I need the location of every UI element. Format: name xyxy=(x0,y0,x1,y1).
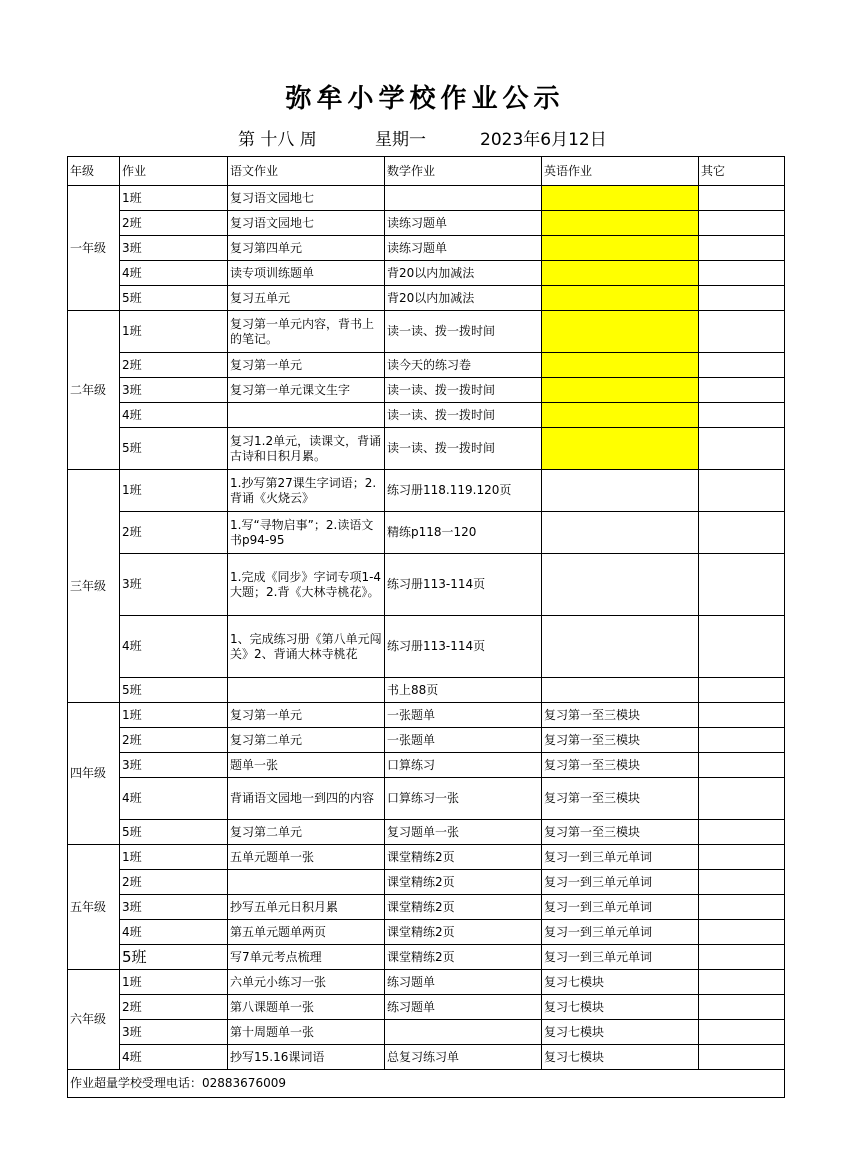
math-homework: 读一读、拨一拨时间 xyxy=(385,378,542,403)
math-homework: 读一读、拨一拨时间 xyxy=(385,311,542,353)
other-homework xyxy=(699,261,785,286)
other-homework xyxy=(699,378,785,403)
page-title: 弥牟小学校作业公示 xyxy=(285,84,565,114)
chinese-homework: 读专项训练题单 xyxy=(228,261,385,286)
class-name: 2班 xyxy=(120,728,228,753)
chinese-homework xyxy=(228,870,385,895)
table-row xyxy=(68,1020,785,1045)
class-name: 5班 xyxy=(120,428,228,470)
table-row xyxy=(68,703,785,728)
chinese-homework: 复习第二单元 xyxy=(228,820,385,845)
table-row xyxy=(68,211,785,236)
class-name: 4班 xyxy=(120,261,228,286)
grade-name: 三年级 xyxy=(68,470,120,703)
homework-table xyxy=(67,156,785,1098)
other-homework xyxy=(699,353,785,378)
english-homework xyxy=(542,678,699,703)
math-homework: 课堂精练2页 xyxy=(385,870,542,895)
math-homework: 练习册113-114页 xyxy=(385,554,542,616)
other-homework xyxy=(699,512,785,554)
chinese-homework: 复习第一单元内容，背书上的笔记。 xyxy=(228,311,385,353)
chinese-homework: 五单元题单一张 xyxy=(228,845,385,870)
table-row xyxy=(68,616,785,678)
class-name: 5班 xyxy=(120,286,228,311)
english-homework: 复习第一至三模块 xyxy=(542,703,699,728)
class-name: 4班 xyxy=(120,1045,228,1070)
other-homework xyxy=(699,870,785,895)
math-homework: 书上88页 xyxy=(385,678,542,703)
chinese-homework xyxy=(228,403,385,428)
english-homework xyxy=(542,470,699,512)
chinese-homework: 复习第二单元 xyxy=(228,728,385,753)
math-homework: 读练习题单 xyxy=(385,211,542,236)
table-row xyxy=(68,895,785,920)
table-row xyxy=(68,820,785,845)
english-homework xyxy=(542,378,699,403)
class-name: 2班 xyxy=(120,512,228,554)
class-name: 1班 xyxy=(120,845,228,870)
table-row xyxy=(68,428,785,470)
math-homework: 读一读、拨一拨时间 xyxy=(385,428,542,470)
english-homework xyxy=(542,616,699,678)
table-row xyxy=(68,753,785,778)
math-homework: 总复习练习单 xyxy=(385,1045,542,1070)
english-homework: 复习一到三单元单词 xyxy=(542,920,699,945)
class-name: 3班 xyxy=(120,236,228,261)
other-homework xyxy=(699,554,785,616)
table-row xyxy=(68,311,785,353)
math-homework: 课堂精练2页 xyxy=(385,895,542,920)
chinese-homework: 复习1.2单元，读课文，背诵古诗和日积月累。 xyxy=(228,428,385,470)
chinese-homework xyxy=(228,678,385,703)
other-homework xyxy=(699,678,785,703)
class-name: 2班 xyxy=(120,995,228,1020)
class-name: 3班 xyxy=(120,895,228,920)
class-name: 1班 xyxy=(120,470,228,512)
chinese-homework: 复习第四单元 xyxy=(228,236,385,261)
english-homework: 复习七模块 xyxy=(542,1020,699,1045)
math-homework: 背20以内加减法 xyxy=(385,286,542,311)
math-homework: 课堂精练2页 xyxy=(385,845,542,870)
chinese-homework: 抄写15.16课词语 xyxy=(228,1045,385,1070)
other-homework xyxy=(699,895,785,920)
date-label: 2023年6月12日 xyxy=(480,130,607,150)
math-homework: 练习题单 xyxy=(385,995,542,1020)
math-homework xyxy=(385,186,542,211)
math-homework: 读今天的练习卷 xyxy=(385,353,542,378)
class-name: 1班 xyxy=(120,970,228,995)
class-name: 3班 xyxy=(120,753,228,778)
chinese-homework: 复习语文园地七 xyxy=(228,211,385,236)
english-homework xyxy=(542,403,699,428)
english-homework xyxy=(542,211,699,236)
class-name: 4班 xyxy=(120,403,228,428)
table-row xyxy=(68,995,785,1020)
grade-name: 五年级 xyxy=(68,845,120,970)
other-homework xyxy=(699,945,785,970)
english-homework xyxy=(542,428,699,470)
math-homework: 精练p118一120 xyxy=(385,512,542,554)
chinese-homework: 1、完成练习册《第八单元闯关》2、背诵大林寺桃花 xyxy=(228,616,385,678)
math-homework: 读练习题单 xyxy=(385,236,542,261)
class-name: 2班 xyxy=(120,211,228,236)
table-row xyxy=(68,470,785,512)
grade-name: 二年级 xyxy=(68,311,120,470)
table-row xyxy=(68,353,785,378)
english-homework: 复习一到三单元单词 xyxy=(542,945,699,970)
grade-name: 六年级 xyxy=(68,970,120,1070)
chinese-homework: 复习第一单元课文生字 xyxy=(228,378,385,403)
english-homework: 复习一到三单元单词 xyxy=(542,845,699,870)
chinese-homework: 1.完成《同步》字词专项1-4大题；2.背《大林寺桃花》。 xyxy=(228,554,385,616)
other-homework xyxy=(699,403,785,428)
english-homework xyxy=(542,512,699,554)
chinese-homework: 背诵语文园地一到四的内容 xyxy=(228,778,385,820)
grade-name: 一年级 xyxy=(68,186,120,311)
table-row xyxy=(68,970,785,995)
table-row xyxy=(68,1045,785,1070)
class-name: 4班 xyxy=(120,778,228,820)
math-homework: 口算练习 xyxy=(385,753,542,778)
english-homework: 复习第一至三模块 xyxy=(542,728,699,753)
table-row xyxy=(68,845,785,870)
other-homework xyxy=(699,211,785,236)
header-chinese: 语文作业 xyxy=(228,157,385,186)
english-homework xyxy=(542,261,699,286)
math-homework: 背20以内加减法 xyxy=(385,261,542,286)
math-homework: 一张题单 xyxy=(385,703,542,728)
other-homework xyxy=(699,1020,785,1045)
math-homework: 练习册118.119.120页 xyxy=(385,470,542,512)
english-homework: 复习一到三单元单词 xyxy=(542,870,699,895)
grade-name: 四年级 xyxy=(68,703,120,845)
class-name: 4班 xyxy=(120,616,228,678)
english-homework: 复习七模块 xyxy=(542,970,699,995)
english-homework xyxy=(542,286,699,311)
chinese-homework: 六单元小练习一张 xyxy=(228,970,385,995)
week-label: 第 十八 周 xyxy=(238,130,317,150)
header-english: 英语作业 xyxy=(542,157,699,186)
table-row xyxy=(68,403,785,428)
class-name: 5班 xyxy=(120,945,228,970)
other-homework xyxy=(699,236,785,261)
math-homework: 练习题单 xyxy=(385,970,542,995)
table-row xyxy=(68,186,785,211)
class-name: 4班 xyxy=(120,920,228,945)
class-name: 5班 xyxy=(120,678,228,703)
english-homework xyxy=(542,311,699,353)
header-other: 其它 xyxy=(699,157,785,186)
table-row xyxy=(68,778,785,820)
english-homework: 复习第一至三模块 xyxy=(542,753,699,778)
english-homework xyxy=(542,554,699,616)
math-homework: 口算练习一张 xyxy=(385,778,542,820)
chinese-homework: 第八课题单一张 xyxy=(228,995,385,1020)
other-homework xyxy=(699,470,785,512)
header-grade: 年级 xyxy=(68,157,120,186)
class-name: 2班 xyxy=(120,353,228,378)
class-name: 2班 xyxy=(120,870,228,895)
english-homework: 复习七模块 xyxy=(542,1045,699,1070)
chinese-homework: 第十周题单一张 xyxy=(228,1020,385,1045)
class-name: 1班 xyxy=(120,186,228,211)
other-homework xyxy=(699,970,785,995)
english-homework xyxy=(542,353,699,378)
table-row xyxy=(68,945,785,970)
other-homework xyxy=(699,311,785,353)
table-row xyxy=(68,728,785,753)
chinese-homework: 1.抄写第27课生字词语；2.背诵《火烧云》 xyxy=(228,470,385,512)
table-row xyxy=(68,236,785,261)
other-homework xyxy=(699,703,785,728)
table-row xyxy=(68,286,785,311)
other-homework xyxy=(699,1045,785,1070)
table-row xyxy=(68,378,785,403)
other-homework xyxy=(699,845,785,870)
other-homework xyxy=(699,186,785,211)
class-name: 1班 xyxy=(120,703,228,728)
other-homework xyxy=(699,995,785,1020)
math-homework: 一张题单 xyxy=(385,728,542,753)
other-homework xyxy=(699,820,785,845)
math-homework: 读一读、拨一拨时间 xyxy=(385,403,542,428)
chinese-homework: 复习五单元 xyxy=(228,286,385,311)
math-homework: 课堂精练2页 xyxy=(385,945,542,970)
other-homework xyxy=(699,778,785,820)
class-name: 5班 xyxy=(120,820,228,845)
chinese-homework: 复习第一单元 xyxy=(228,703,385,728)
chinese-homework: 1.写“寻物启事”；2.读语文书p94-95 xyxy=(228,512,385,554)
weekday-label: 星期一 xyxy=(375,130,426,150)
other-homework xyxy=(699,753,785,778)
math-homework: 复习题单一张 xyxy=(385,820,542,845)
class-name: 3班 xyxy=(120,554,228,616)
chinese-homework: 抄写五单元日积月累 xyxy=(228,895,385,920)
other-homework xyxy=(699,428,785,470)
complaint-hotline: 作业超量学校受理电话：02883676009 xyxy=(68,1070,785,1098)
other-homework xyxy=(699,616,785,678)
math-homework xyxy=(385,1020,542,1045)
chinese-homework: 第五单元题单两页 xyxy=(228,920,385,945)
english-homework: 复习第一至三模块 xyxy=(542,820,699,845)
header-math: 数学作业 xyxy=(385,157,542,186)
table-row xyxy=(68,920,785,945)
chinese-homework: 题单一张 xyxy=(228,753,385,778)
english-homework xyxy=(542,236,699,261)
chinese-homework: 写7单元考点梳理 xyxy=(228,945,385,970)
other-homework xyxy=(699,286,785,311)
english-homework: 复习七模块 xyxy=(542,995,699,1020)
english-homework xyxy=(542,186,699,211)
table-row xyxy=(68,678,785,703)
chinese-homework: 复习语文园地七 xyxy=(228,186,385,211)
math-homework: 课堂精练2页 xyxy=(385,920,542,945)
table-row xyxy=(68,554,785,616)
chinese-homework: 复习第一单元 xyxy=(228,353,385,378)
class-name: 3班 xyxy=(120,1020,228,1045)
table-row xyxy=(68,870,785,895)
other-homework xyxy=(699,728,785,753)
table-row xyxy=(68,512,785,554)
class-name: 1班 xyxy=(120,311,228,353)
english-homework: 复习一到三单元单词 xyxy=(542,895,699,920)
other-homework xyxy=(699,920,785,945)
class-name: 3班 xyxy=(120,378,228,403)
math-homework: 练习册113-114页 xyxy=(385,616,542,678)
header-homework: 作业 xyxy=(120,157,228,186)
english-homework: 复习第一至三模块 xyxy=(542,778,699,820)
table-row xyxy=(68,261,785,286)
